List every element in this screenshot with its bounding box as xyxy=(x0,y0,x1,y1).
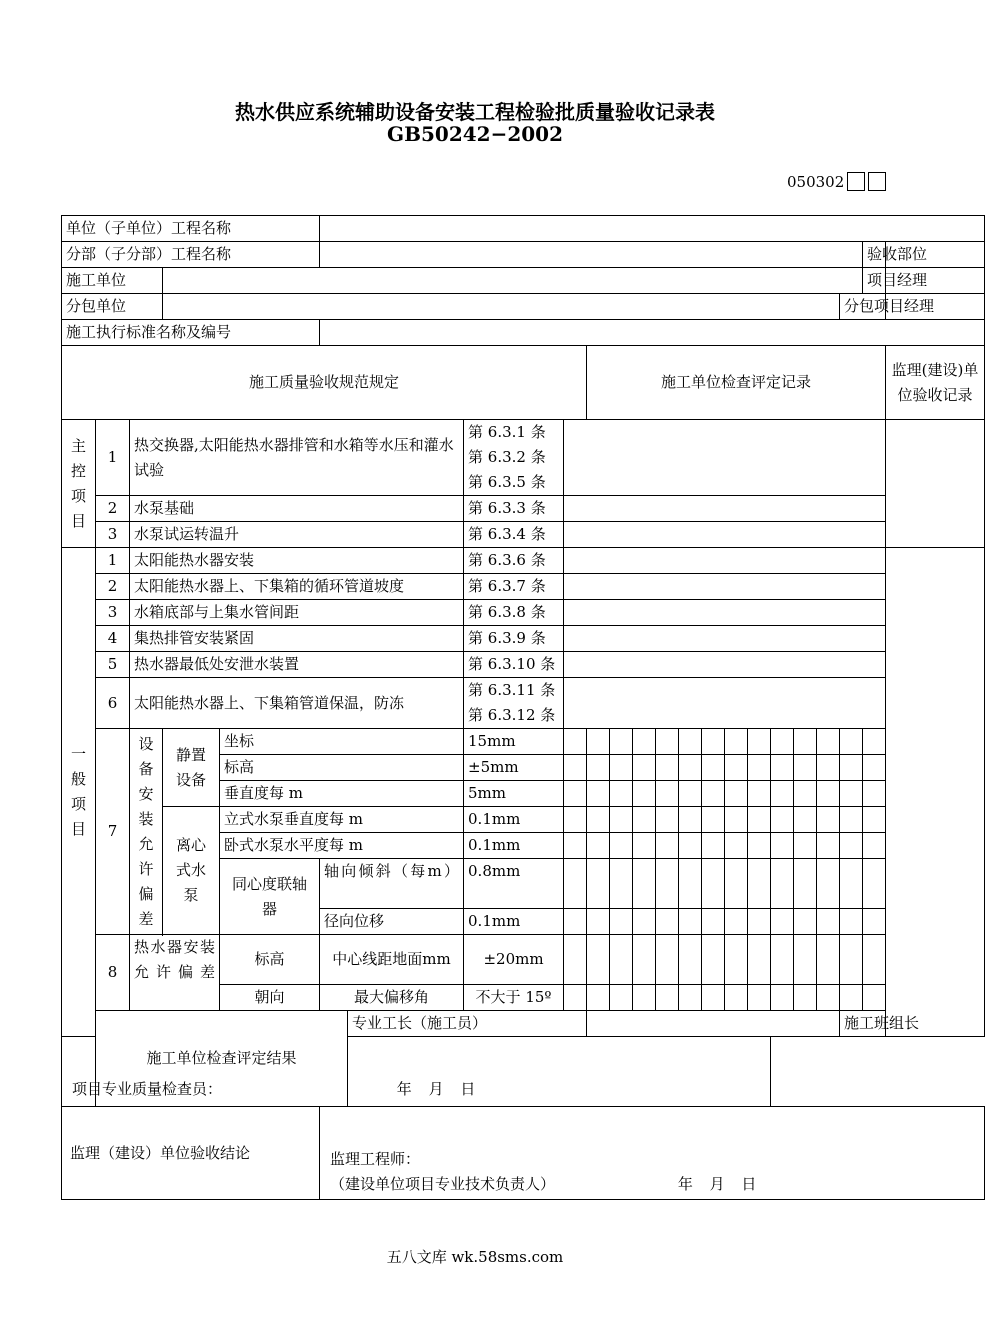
deviation-value: ±5mm xyxy=(464,755,564,781)
item7-coupling-label: 同心度联轴器 xyxy=(220,859,320,935)
document-title: 热水供应系统辅助设备安装工程检验批质量验收记录表 xyxy=(235,100,715,124)
measure-cell[interactable] xyxy=(840,985,863,1011)
measure-cell[interactable] xyxy=(633,755,656,781)
measure-cell[interactable] xyxy=(817,985,840,1011)
general-item-record[interactable] xyxy=(564,652,886,678)
item8-no: 8 xyxy=(96,935,130,1011)
measure-cell[interactable] xyxy=(610,729,633,755)
general-item-clause: 第 6.3.7 条 xyxy=(464,574,564,600)
measure-cell[interactable] xyxy=(587,985,610,1011)
measure-cell[interactable] xyxy=(840,859,863,909)
general-item-no: 3 xyxy=(96,600,130,626)
item8-row-1 xyxy=(62,935,985,985)
main-items-supervision[interactable] xyxy=(886,420,985,548)
label-project-manager: 项目经理 xyxy=(863,268,886,294)
footer-watermark: 五八文库 wk.58sms.com xyxy=(386,1248,564,1266)
inspector-label: 项目专业质量检查员： xyxy=(72,1080,223,1098)
form-number-box-2[interactable] xyxy=(868,172,886,191)
measure-cell[interactable] xyxy=(748,985,771,1011)
engineer-label: 监理工程师： xyxy=(330,1150,421,1168)
deviation-item: 最大偏移角 xyxy=(320,985,464,1011)
main-item-text: 水泵基础 xyxy=(130,496,464,522)
team-leader-label: 施工班组长 xyxy=(840,1011,985,1037)
foreman-label: 专业工长（施工员） xyxy=(348,1011,587,1037)
measure-cell[interactable] xyxy=(633,807,656,833)
item7-no: 7 xyxy=(96,729,130,935)
measure-cell[interactable] xyxy=(610,985,633,1011)
measure-cell[interactable] xyxy=(633,909,656,935)
measure-cell[interactable] xyxy=(771,985,794,1011)
measure-cell[interactable] xyxy=(656,909,679,935)
item7-row-4 xyxy=(62,807,985,833)
measure-cell[interactable] xyxy=(840,935,863,985)
main-item-row-2 xyxy=(62,496,985,522)
measure-cell[interactable] xyxy=(679,807,702,833)
measure-cell[interactable] xyxy=(817,781,840,807)
measure-cell[interactable] xyxy=(771,935,794,985)
general-item-row-3 xyxy=(62,600,985,626)
measure-cell[interactable] xyxy=(863,935,886,985)
measure-cell[interactable] xyxy=(817,755,840,781)
row-unit-project xyxy=(62,216,985,242)
measure-cell[interactable] xyxy=(748,781,771,807)
measure-cell[interactable] xyxy=(679,859,702,909)
measure-cell[interactable] xyxy=(725,729,748,755)
measure-cell[interactable] xyxy=(840,729,863,755)
item7-group-label: 设备安装允许偏差 xyxy=(130,729,163,935)
measure-cell[interactable] xyxy=(702,985,725,1011)
main-item-text: 热交换器,太阳能热水器排管和水箱等水压和灌水试验 xyxy=(130,420,464,496)
measure-cell[interactable] xyxy=(587,859,610,909)
measure-cell[interactable] xyxy=(840,807,863,833)
clause: 第 6.3.2 条 xyxy=(468,448,546,466)
item8-group-label: 热水器安装允许偏差 xyxy=(130,935,220,1011)
measure-cell[interactable] xyxy=(817,909,840,935)
measure-cell[interactable] xyxy=(633,985,656,1011)
general-item-text: 太阳能热水器上、下集箱管道保温，防冻 xyxy=(130,678,464,729)
measure-cell[interactable] xyxy=(840,909,863,935)
label-sub-project: 分部（子分部）工程名称 xyxy=(62,242,320,268)
measure-cell[interactable] xyxy=(656,729,679,755)
general-item-row-2 xyxy=(62,574,985,600)
main-item-row-1 xyxy=(62,420,985,496)
main-item-clause: 第 6.3.3 条 xyxy=(464,496,564,522)
measure-cell[interactable] xyxy=(794,807,817,833)
owner-rep-line xyxy=(330,1172,980,1197)
inspection-form xyxy=(61,215,979,1200)
measure-cell[interactable] xyxy=(863,729,886,755)
measure-cell[interactable] xyxy=(725,859,748,909)
general-item-no: 1 xyxy=(96,548,130,574)
measure-cell[interactable] xyxy=(564,781,587,807)
general-item-no: 6 xyxy=(96,678,130,729)
field-constructor[interactable] xyxy=(163,268,863,294)
measure-cell[interactable] xyxy=(656,935,679,985)
measure-cell[interactable] xyxy=(748,859,771,909)
main-item-text: 水泵试运转温升 xyxy=(130,522,464,548)
general-item-text: 太阳能热水器安装 xyxy=(130,548,464,574)
deviation-value: 不大于 15º xyxy=(464,985,564,1011)
measure-cell[interactable] xyxy=(794,935,817,985)
measure-cell[interactable] xyxy=(794,909,817,935)
general-item-clause: 第 6.3.9 条 xyxy=(464,626,564,652)
main-item-row-3 xyxy=(62,522,985,548)
main-item-record[interactable] xyxy=(564,522,886,548)
measure-cell[interactable] xyxy=(840,833,863,859)
clause: 第 6.3.11 条 xyxy=(468,681,556,699)
inspector-date: 年 月 日 xyxy=(396,1080,476,1098)
measure-cell[interactable] xyxy=(702,807,725,833)
measure-cell[interactable] xyxy=(725,909,748,935)
general-item-no: 4 xyxy=(96,626,130,652)
deviation-value: 5mm xyxy=(464,781,564,807)
deviation-value: 0.8mm xyxy=(464,859,564,909)
deviation-value: 0.1mm xyxy=(464,909,564,935)
measure-cell[interactable] xyxy=(702,909,725,935)
general-item-row-5 xyxy=(62,652,985,678)
result-row-1 xyxy=(62,1011,985,1037)
measure-cell[interactable] xyxy=(771,729,794,755)
measure-cell[interactable] xyxy=(656,807,679,833)
measure-cell[interactable] xyxy=(679,755,702,781)
measure-cell[interactable] xyxy=(771,833,794,859)
measure-cell[interactable] xyxy=(748,833,771,859)
measure-cell[interactable] xyxy=(863,807,886,833)
row-standard-name xyxy=(62,320,985,346)
measure-cell[interactable] xyxy=(656,985,679,1011)
measure-cell[interactable] xyxy=(633,935,656,985)
general-item-record[interactable] xyxy=(564,600,886,626)
measure-cell[interactable] xyxy=(771,909,794,935)
measure-cell[interactable] xyxy=(679,909,702,935)
measure-cell[interactable] xyxy=(817,935,840,985)
measure-cell[interactable] xyxy=(748,807,771,833)
deviation-value: 15mm xyxy=(464,729,564,755)
deviation-value: 0.1mm xyxy=(464,833,564,859)
measure-cell[interactable] xyxy=(771,859,794,909)
measure-cell[interactable] xyxy=(771,781,794,807)
measure-cell[interactable] xyxy=(656,833,679,859)
measure-cell[interactable] xyxy=(564,755,587,781)
measure-cell[interactable] xyxy=(633,833,656,859)
general-item-record[interactable] xyxy=(564,548,886,574)
deviation-item: 立式水泵垂直度每 m xyxy=(220,807,464,833)
conclusion-label: 监理（建设）单位验收结论 xyxy=(62,1107,320,1200)
measure-cell[interactable] xyxy=(794,781,817,807)
measure-cell[interactable] xyxy=(863,985,886,1011)
measure-cell[interactable] xyxy=(725,781,748,807)
measure-cell[interactable] xyxy=(794,833,817,859)
measure-cell[interactable] xyxy=(610,859,633,909)
conclusion-row xyxy=(62,1107,985,1200)
measure-cell[interactable] xyxy=(564,859,587,909)
general-item-text: 热水器最低处安泄水装置 xyxy=(130,652,464,678)
main-item-clause: 第 6.3.4 条 xyxy=(464,522,564,548)
general-item-record[interactable] xyxy=(564,574,886,600)
main-item-record[interactable] xyxy=(564,496,886,522)
measure-cell[interactable] xyxy=(702,935,725,985)
main-item-no: 1 xyxy=(96,420,130,496)
measure-cell[interactable] xyxy=(610,781,633,807)
measure-cell[interactable] xyxy=(725,935,748,985)
measure-cell[interactable] xyxy=(725,985,748,1011)
field-standard-name[interactable] xyxy=(320,320,985,346)
item8-row-label: 朝向 xyxy=(220,985,320,1011)
measure-cell[interactable] xyxy=(817,729,840,755)
measure-cell[interactable] xyxy=(679,833,702,859)
measure-cell[interactable] xyxy=(702,729,725,755)
measure-cell[interactable] xyxy=(587,781,610,807)
row-column-headers xyxy=(62,346,985,420)
deviation-item: 坐标 xyxy=(220,729,464,755)
measure-cell[interactable] xyxy=(817,859,840,909)
general-item-record[interactable] xyxy=(564,626,886,652)
label-sub-project-manager: 分包项目经理 xyxy=(840,294,886,320)
deviation-item: 卧式水泵水平度每 m xyxy=(220,833,464,859)
measure-cell[interactable] xyxy=(817,833,840,859)
measure-cell[interactable] xyxy=(725,755,748,781)
measure-cell[interactable] xyxy=(748,729,771,755)
general-item-text: 集热排管安装紧固 xyxy=(130,626,464,652)
measure-cell[interactable] xyxy=(679,985,702,1011)
item7-pump-label: 离心式水泵 xyxy=(163,807,220,935)
measure-cell[interactable] xyxy=(633,781,656,807)
clause: 第 6.3.12 条 xyxy=(468,706,556,724)
measure-cell[interactable] xyxy=(656,859,679,909)
measure-cell[interactable] xyxy=(863,909,886,935)
measure-cell[interactable] xyxy=(610,935,633,985)
general-item-clause: 第 6.3.8 条 xyxy=(464,600,564,626)
measure-cell[interactable] xyxy=(794,729,817,755)
measure-cell[interactable] xyxy=(610,833,633,859)
measure-cell[interactable] xyxy=(794,985,817,1011)
measure-cell[interactable] xyxy=(587,935,610,985)
row-sub-project xyxy=(62,242,985,268)
owner-rep-label: （建设单位项目专业技术负责人） xyxy=(330,1175,556,1193)
clause: 第 6.3.1 条 xyxy=(468,423,546,441)
general-item-clause: 第 6.3.6 条 xyxy=(464,548,564,574)
measure-cell[interactable] xyxy=(794,859,817,909)
measure-cell[interactable] xyxy=(817,807,840,833)
general-items-label: 一般项目 xyxy=(62,548,96,1037)
measure-cell[interactable] xyxy=(748,935,771,985)
measure-cell[interactable] xyxy=(564,985,587,1011)
general-item-text: 水箱底部与上集水管间距 xyxy=(130,600,464,626)
form-number-box-1[interactable] xyxy=(847,172,865,191)
measure-cell[interactable] xyxy=(679,729,702,755)
field-sub-project[interactable] xyxy=(320,242,863,268)
deviation-item: 径向位移 xyxy=(320,909,464,935)
general-item-record[interactable] xyxy=(564,678,886,729)
row-constructor xyxy=(62,268,985,294)
measure-cell[interactable] xyxy=(840,755,863,781)
measure-cell[interactable] xyxy=(725,833,748,859)
measure-cell[interactable] xyxy=(587,833,610,859)
measure-cell[interactable] xyxy=(587,909,610,935)
general-item-row-1 xyxy=(62,548,985,574)
item7-static-label: 静置设备 xyxy=(163,729,220,807)
measure-cell[interactable] xyxy=(840,781,863,807)
measure-cell[interactable] xyxy=(633,859,656,909)
deviation-value: 0.1mm xyxy=(464,807,564,833)
measure-cell[interactable] xyxy=(564,909,587,935)
label-constructor: 施工单位 xyxy=(62,268,163,294)
item8-row-label: 标高 xyxy=(220,935,320,985)
general-item-text: 太阳能热水器上、下集箱的循环管道坡度 xyxy=(130,574,464,600)
measure-cell[interactable] xyxy=(656,755,679,781)
inspection-table xyxy=(61,215,985,1200)
measure-cell[interactable] xyxy=(771,807,794,833)
deviation-item: 中心线距地面mm xyxy=(320,935,464,985)
measure-cell[interactable] xyxy=(564,729,587,755)
form-number-text: 050302 xyxy=(787,172,845,191)
measure-cell[interactable] xyxy=(748,909,771,935)
measure-cell[interactable] xyxy=(633,729,656,755)
measure-cell[interactable] xyxy=(863,833,886,859)
measure-cell[interactable] xyxy=(725,807,748,833)
measure-cell[interactable] xyxy=(564,807,587,833)
measure-cell[interactable] xyxy=(656,781,679,807)
main-item-no: 2 xyxy=(96,496,130,522)
main-item-record[interactable] xyxy=(564,420,886,496)
measure-cell[interactable] xyxy=(679,781,702,807)
general-item-clauses xyxy=(464,678,564,729)
measure-cell[interactable] xyxy=(610,807,633,833)
main-item-no: 3 xyxy=(96,522,130,548)
measure-cell[interactable] xyxy=(702,859,725,909)
measure-cell[interactable] xyxy=(863,859,886,909)
col-header-record: 施工单位检查评定记录 xyxy=(587,346,886,420)
measure-cell[interactable] xyxy=(702,781,725,807)
measure-cell[interactable] xyxy=(610,909,633,935)
general-items-supervision[interactable] xyxy=(886,548,985,1037)
measure-cell[interactable] xyxy=(702,755,725,781)
measure-cell[interactable] xyxy=(564,833,587,859)
label-acceptance-part: 验收部位 xyxy=(863,242,886,268)
measure-cell[interactable] xyxy=(610,755,633,781)
field-unit-project[interactable] xyxy=(320,216,985,242)
deviation-item: 垂直度每 m xyxy=(220,781,464,807)
general-item-row-6 xyxy=(62,678,985,729)
conclusion-date: 年 月 日 xyxy=(677,1175,757,1193)
item7-row-1 xyxy=(62,729,985,755)
form-number xyxy=(787,172,886,191)
deviation-item: 标高 xyxy=(220,755,464,781)
measure-cell[interactable] xyxy=(794,755,817,781)
result-label: 施工单位检查评定结果 xyxy=(96,1011,348,1107)
field-subcontractor[interactable] xyxy=(163,294,840,320)
deviation-item: 轴向倾斜（每m） xyxy=(320,859,464,909)
main-item-clauses xyxy=(464,420,564,496)
label-subcontractor: 分包单位 xyxy=(62,294,163,320)
measure-cell[interactable] xyxy=(679,935,702,985)
measure-cell[interactable] xyxy=(702,833,725,859)
measure-cell[interactable] xyxy=(587,807,610,833)
measure-cell[interactable] xyxy=(587,755,610,781)
general-item-clause: 第 6.3.10 条 xyxy=(464,652,564,678)
measure-cell[interactable] xyxy=(863,755,886,781)
col-header-spec: 施工质量验收规范规定 xyxy=(62,346,587,420)
label-standard-name: 施工执行标准名称及编号 xyxy=(62,320,320,346)
measure-cell[interactable] xyxy=(748,755,771,781)
measure-cell[interactable] xyxy=(863,781,886,807)
measure-cell[interactable] xyxy=(771,755,794,781)
col-header-supervision: 监理(建设)单位验收记录 xyxy=(886,346,985,420)
deviation-value: ±20mm xyxy=(464,935,564,985)
conclusion-cell[interactable] xyxy=(320,1107,985,1200)
general-item-no: 2 xyxy=(96,574,130,600)
standard-code: GB50242−2002 xyxy=(387,122,563,146)
clause: 第 6.3.5 条 xyxy=(468,473,546,491)
foreman-field[interactable] xyxy=(587,1011,840,1037)
general-item-row-4 xyxy=(62,626,985,652)
row-subcontractor xyxy=(62,294,985,320)
general-item-no: 5 xyxy=(96,652,130,678)
measure-cell[interactable] xyxy=(564,935,587,985)
measure-cell[interactable] xyxy=(587,729,610,755)
main-items-label: 主控项目 xyxy=(62,420,96,548)
label-unit-project: 单位（子单位）工程名称 xyxy=(62,216,320,242)
